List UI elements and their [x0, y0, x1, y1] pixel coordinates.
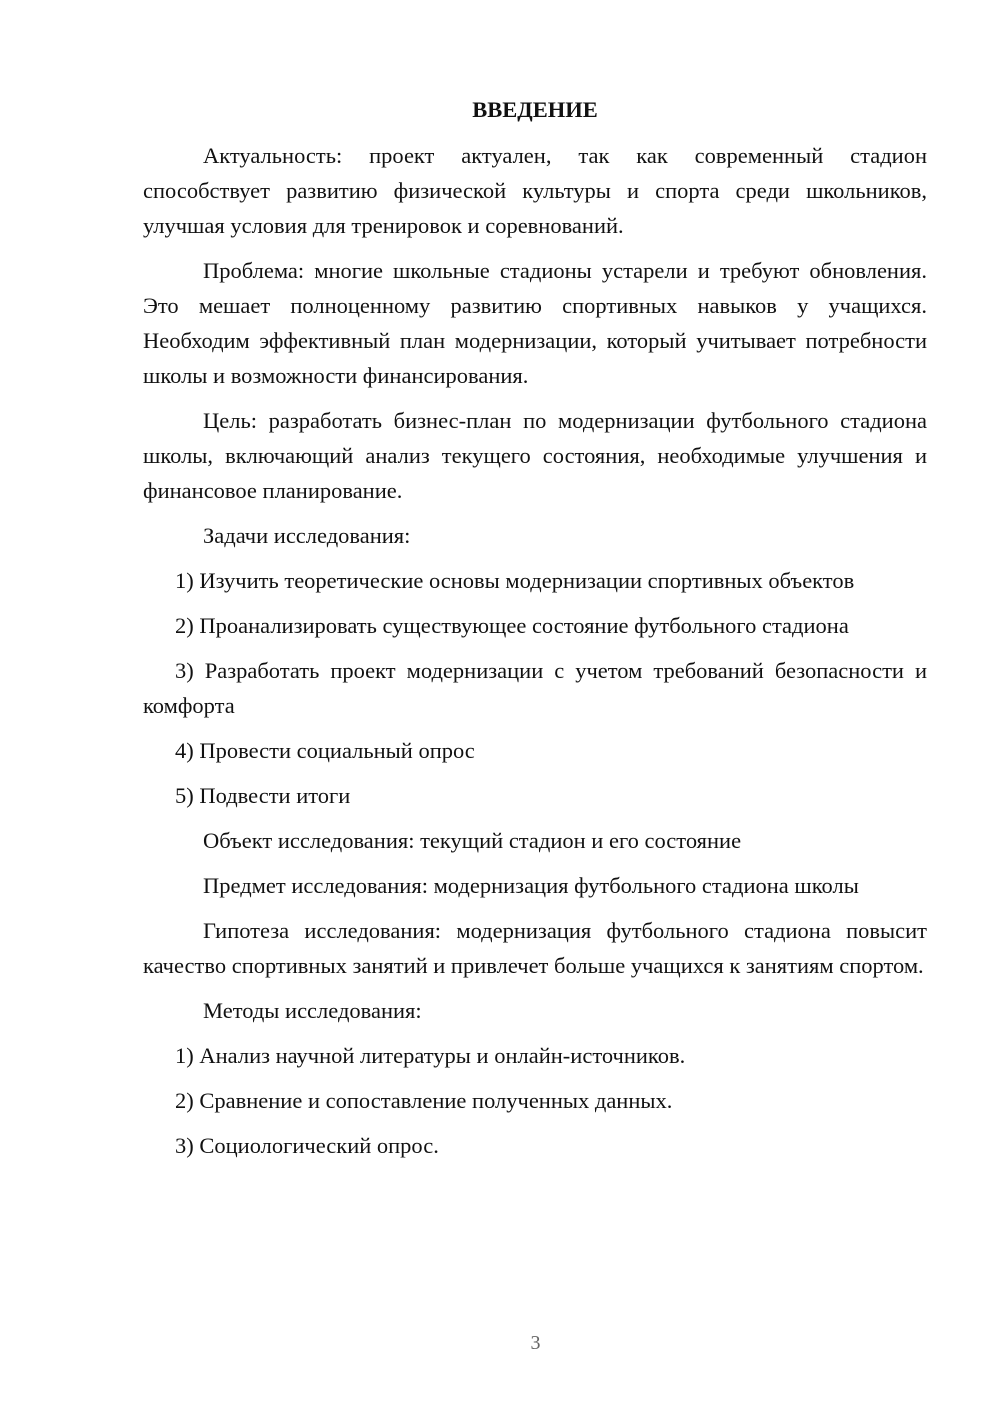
- relevance-paragraph: Актуальность: проект актуален, так как современный стадион способствует развитию физической культуры и спорта среди школьников, улучшая условия для тренировок и соревнований.: [143, 143, 927, 238]
- task-item: 2) Проанализировать существующее состояние футбольного стадиона: [175, 613, 849, 638]
- goal-paragraph: Цель: разработать бизнес-план по модернизации футбольного стадиона школы, включающий анализ текущего состояния, необходимые улучшения и финансовое планирование.: [143, 408, 927, 503]
- tasks-heading: Задачи исследования:: [203, 523, 411, 548]
- method-item: 1) Анализ научной литературы и онлайн-источников.: [175, 1043, 686, 1068]
- task-item: 1) Изучить теоретические основы модернизации спортивных объектов: [175, 568, 855, 593]
- task-item: 3) Разработать проект модернизации с учетом требований безопасности и комфорта: [143, 658, 927, 718]
- page-number: 3: [530, 1332, 541, 1354]
- hypothesis-paragraph: Гипотеза исследования: модернизация футбольного стадиона повысит качество спортивных занятий и привлечет больше учащихся к занятиям спортом.: [143, 918, 927, 978]
- object-paragraph: Объект исследования: текущий стадион и его состояние: [203, 828, 742, 853]
- task-item: 4) Провести социальный опрос: [175, 738, 475, 763]
- methods-heading: Методы исследования:: [203, 998, 422, 1023]
- problem-paragraph: Проблема: многие школьные стадионы устарели и требуют обновления. Это мешает полноценному развитию спортивных навыков у учащихся. Необходим эффективный план модернизации, который учитывает потребности школы и возможности финансирования.: [143, 258, 927, 388]
- task-item: 5) Подвести итоги: [175, 783, 351, 808]
- method-item: 3) Социологический опрос.: [175, 1133, 439, 1158]
- subject-paragraph: Предмет исследования: модернизация футбольного стадиона школы: [203, 873, 859, 898]
- page-content: [143, 92, 927, 1173]
- page-title: ВВЕДЕНИЕ: [472, 97, 598, 122]
- method-item: 2) Сравнение и сопоставление полученных данных.: [175, 1088, 673, 1113]
